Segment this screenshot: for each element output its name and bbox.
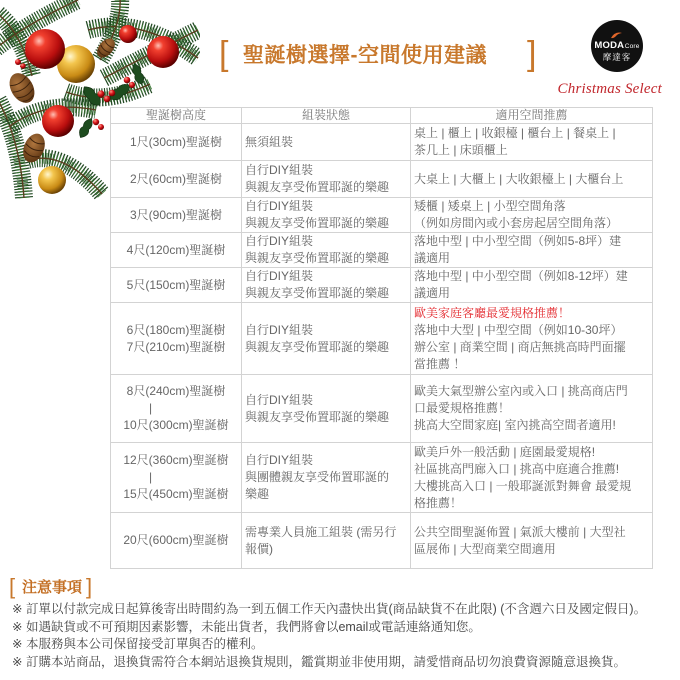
assembly-text: 自行DIY組裝 xyxy=(245,163,314,177)
space-text: 歐美戶外一般活動 | 庭園最愛規格! xyxy=(414,444,596,459)
assembly-text: 自行DIY組裝 xyxy=(245,269,314,283)
assembly-cell xyxy=(242,233,411,268)
red-ornament-ball xyxy=(42,105,74,137)
assembly-text: 與親友享受佈置耶誕的樂趣 xyxy=(245,286,390,300)
table-row xyxy=(111,198,653,233)
assembly-text: 與親友享受佈置耶誕的樂趣 xyxy=(245,409,390,424)
table-row xyxy=(111,443,653,513)
space-cell xyxy=(411,233,653,268)
space-cell xyxy=(411,375,653,443)
assembly-text: 自行DIY組裝 xyxy=(245,322,314,337)
assembly-cell xyxy=(242,124,411,161)
assembly-text: 與親友享受佈置耶誕的樂趣 xyxy=(245,216,390,230)
note-item: ※ 如遇缺貨或不可預期因素影響，未能出貨者，我們將會以email或電話連絡通知您。 xyxy=(12,619,481,634)
notes-bracket-left: [ xyxy=(9,574,16,599)
assembly-cell xyxy=(242,443,411,513)
space-text: 議適用 xyxy=(414,286,451,300)
assembly-cell xyxy=(242,198,411,233)
logo-chinese-name: 摩達客 xyxy=(602,51,632,62)
logo-sub: Core xyxy=(624,42,640,50)
assembly-text: 與親友享受佈置耶誕的樂趣 xyxy=(245,339,390,354)
logo-name xyxy=(594,40,639,52)
pine-branch xyxy=(66,84,150,97)
space-text: 落地中型 | 中小型空間（例如5-8坪）建 xyxy=(414,234,622,248)
note-item: ※ 訂單以付款完成日起算後寄出時間約為一到五個工作天內盡快出貨(商品缺貨不在此限) (不含週六日及國定假日)。 xyxy=(12,602,647,616)
tree-height: 15尺(450cm)聖誕樹 xyxy=(123,487,229,501)
red-ornament-ball xyxy=(119,25,137,43)
tree-height: 2尺(60cm)聖誕樹 xyxy=(129,171,222,186)
title-bracket-right: ] xyxy=(527,35,537,73)
assembly-cell xyxy=(242,268,411,303)
tree-height: 8尺(240cm)聖誕樹 xyxy=(126,384,226,398)
table-row xyxy=(111,375,653,443)
tree-height-cell xyxy=(111,375,242,443)
space-text: 口最愛規格推薦！ xyxy=(414,401,511,415)
space-cell xyxy=(411,161,653,198)
page-title: 聖誕樹選擇-空間使用建議 xyxy=(243,44,487,67)
space-text: 區展佈 | 大型商業空間適用 xyxy=(414,541,556,556)
tree-size-table xyxy=(110,107,653,569)
tree-height-cell xyxy=(111,303,242,375)
header-tree-height: 聖誕樹高度 xyxy=(111,108,242,124)
space-text: 落地中型 | 中小型空間（例如8-12坪）建 xyxy=(414,269,628,283)
space-text: 矮櫃 | 矮桌上 | 小型空間角落 xyxy=(414,199,566,213)
space-text: 挑高大空間家庭| 室內挑高空間者適用! xyxy=(414,418,616,432)
space-text: 桌上 | 櫃上 | 收銀檯 | 櫃台上 | 餐桌上 | xyxy=(414,126,616,140)
tree-height-cell xyxy=(111,161,242,198)
header-spaces: 適用空間推薦 xyxy=(411,108,653,124)
notes-list xyxy=(12,601,646,672)
note-item: ※ 訂購本站商品，退換貨需符合本網站退換貨規則，鑑賞期並非使用期，請愛惜商品切勿浪費資源隨意退換貨。 xyxy=(12,655,626,670)
tree-height: 7尺(210cm)聖誕樹 xyxy=(126,339,226,354)
note-item: ※ 本服務與本公司保留接受訂單與否的權利。 xyxy=(12,637,264,652)
space-text: 落地中大型 | 中型空間（例如10-30坪） xyxy=(414,322,623,337)
assembly-text: 與團體親友享受佈置耶誕的 xyxy=(245,470,390,484)
assembly-cell xyxy=(242,513,411,569)
space-text: 大桌上 | 大櫃上 | 大收銀檯上 | 大櫃台上 xyxy=(414,171,624,186)
space-text: 公共空間聖誕佈置 | 氣派大樓前 | 大型社 xyxy=(414,524,626,539)
table-row xyxy=(111,124,653,161)
space-text: 辦公室 | 商業空間 | 商店無挑高時門面擺 xyxy=(414,339,626,354)
space-text: 歐美大氣型辦公室內或入口 | 挑高商店門 xyxy=(414,384,628,398)
space-cell xyxy=(411,513,653,569)
range-separator: | xyxy=(149,401,153,415)
header-assembly: 組裝狀態 xyxy=(242,108,411,124)
gold-ornament-ball xyxy=(38,166,66,194)
table-row xyxy=(111,303,653,375)
assembly-text: 自行DIY組裝 xyxy=(245,392,314,407)
space-text: 格推薦！ xyxy=(414,495,463,510)
assembly-text: 自行DIY組裝 xyxy=(245,199,314,213)
tree-height: 12尺(360cm)聖誕樹 xyxy=(123,453,229,467)
tree-height-cell xyxy=(111,233,242,268)
space-text: 茶几上 | 床頭櫃上 xyxy=(414,143,508,157)
red-ornament-ball xyxy=(147,36,179,68)
recommendation-highlight: 歐美家庭客廳最愛規格推薦！ xyxy=(414,305,571,320)
tree-height-cell xyxy=(111,198,242,233)
space-cell xyxy=(411,443,653,513)
tree-height-cell xyxy=(111,443,242,513)
table-header-row xyxy=(111,108,653,124)
tree-height-cell xyxy=(111,124,242,161)
space-text: 當推薦 ！ xyxy=(414,356,466,371)
space-text: （例如房間內或小套房起居空間角落） xyxy=(414,216,619,230)
brand-logo xyxy=(591,20,643,72)
tree-height: 3尺(90cm)聖誕樹 xyxy=(129,207,222,222)
space-cell xyxy=(411,198,653,233)
assembly-text: 與親友享受佈置耶誕的樂趣 xyxy=(245,251,390,265)
table-row xyxy=(111,268,653,303)
assembly-text: 報價) xyxy=(245,541,273,556)
tree-height: 4尺(120cm)聖誕樹 xyxy=(126,242,226,257)
range-separator: | xyxy=(149,470,153,484)
tree-height-cell xyxy=(111,268,242,303)
table-row xyxy=(111,233,653,268)
space-cell xyxy=(411,303,653,375)
space-text: 大樓挑高入口 | 一般耶誕派對舞會 最愛規 xyxy=(414,478,632,493)
tree-height: 1尺(30cm)聖誕樹 xyxy=(129,134,222,149)
tree-height: 20尺(600cm)聖誕樹 xyxy=(123,533,229,547)
assembly-text: 需專業人員施工組裝 (需另行 xyxy=(245,524,397,539)
tree-height: 10尺(300cm)聖誕樹 xyxy=(123,418,229,432)
tree-height: 6尺(180cm)聖誕樹 xyxy=(126,322,226,337)
assembly-text: 與親友享受佈置耶誕的樂趣 xyxy=(245,180,390,194)
tree-height: 5尺(150cm)聖誕樹 xyxy=(126,277,226,292)
assembly-cell xyxy=(242,303,411,375)
logo-mark-icon xyxy=(611,31,623,39)
notes-heading: 注意事項 xyxy=(22,579,83,596)
assembly-text: 自行DIY組裝 xyxy=(245,234,314,248)
logo-main: MODA xyxy=(594,39,625,51)
title-bracket-left: [ xyxy=(219,35,229,73)
table-row xyxy=(111,161,653,198)
assembly-text: 自行DIY組裝 xyxy=(245,453,314,467)
assembly-cell xyxy=(242,161,411,198)
assembly-text: 樂趣 xyxy=(245,487,270,501)
assembly-text: 無須組裝 xyxy=(245,134,294,149)
tree-height-cell xyxy=(111,513,242,569)
assembly-cell xyxy=(242,375,411,443)
space-cell xyxy=(411,268,653,303)
notes-bracket-right: ] xyxy=(86,574,93,599)
space-text: 議適用 xyxy=(414,251,451,265)
space-text: 社區挑高門廊入口 | 挑高中庭適合推薦! xyxy=(414,461,620,476)
brand-tagline: Christmas Select xyxy=(557,81,662,97)
red-ornament-ball xyxy=(25,29,65,69)
space-cell xyxy=(411,124,653,161)
table-row xyxy=(111,513,653,569)
